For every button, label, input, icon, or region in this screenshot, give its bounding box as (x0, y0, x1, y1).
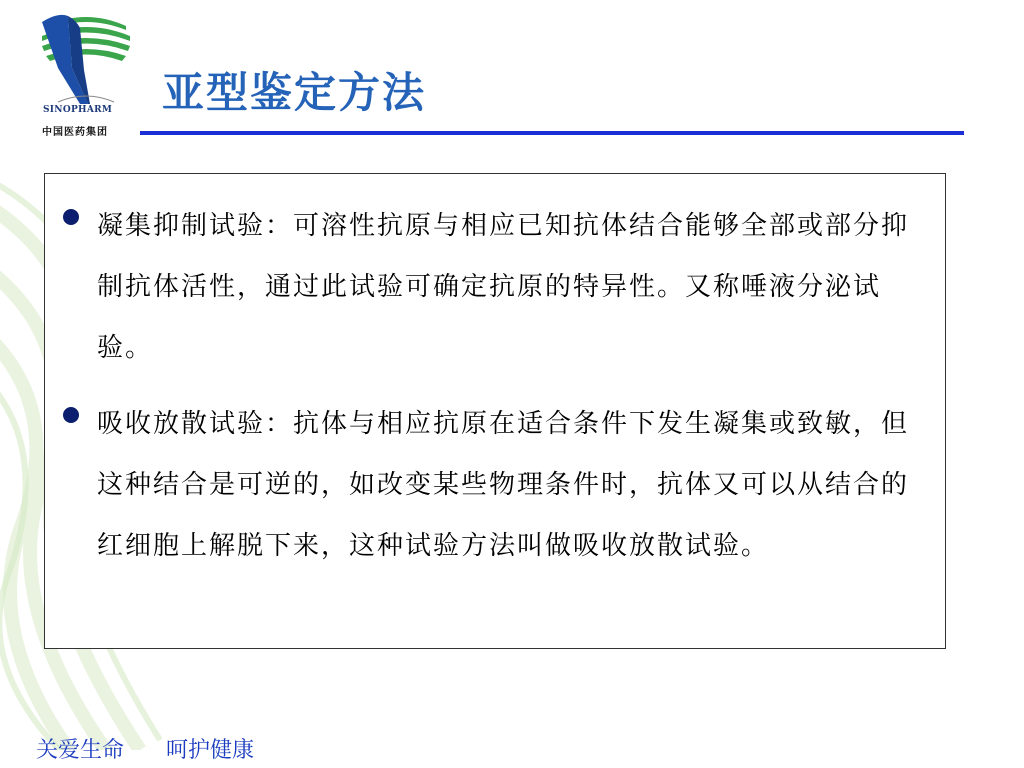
bullet-dot-icon (63, 407, 79, 423)
logo-text-cn: 中国医药集团 (42, 127, 108, 138)
logo-text-en: SINOPHARM (43, 105, 113, 115)
page-title: 亚型鉴定方法 (162, 68, 427, 117)
bullet-text: 凝集抑制试验：可溶性抗原与相应已知抗体结合能够全部或部分抑制抗体活性，通过此试验可确定抗原的特异性。又称唾液分泌试验。 (97, 211, 910, 363)
title-rule (140, 131, 964, 135)
bullet-item (63, 196, 923, 379)
bullet-item (63, 394, 923, 577)
footer-slogan (36, 733, 254, 764)
content-box (44, 173, 946, 649)
bullet-dot-icon (63, 209, 79, 225)
bullet-text: 吸收放散试验：抗体与相应抗原在适合条件下发生凝集或致敏，但这种结合是可逆的，如改变某些物理条件时，抗体又可以从结合的红细胞上解脱下来，这种试验方法叫做吸收放散试验。 (97, 409, 910, 561)
footer-slogan-part-2: 呵护健康 (166, 738, 255, 763)
sinopharm-logo-icon (28, 8, 138, 140)
footer-slogan-part-1: 关爱生命 (36, 738, 125, 763)
